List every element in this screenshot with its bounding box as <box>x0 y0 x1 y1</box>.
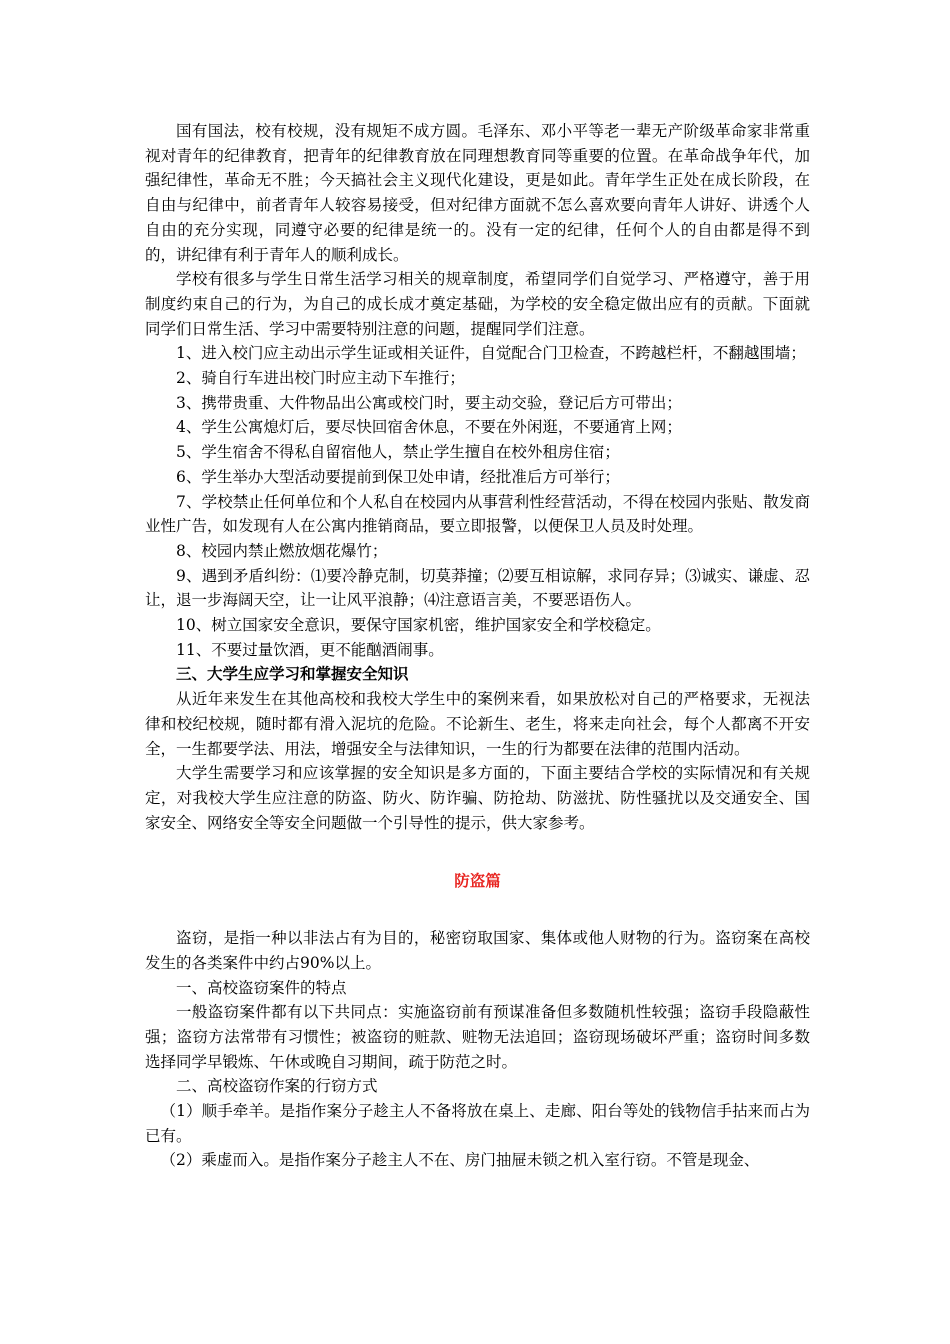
document-body <box>145 119 810 1173</box>
subheading-theft-characteristics: 一、高校盗窃案件的特点 <box>176 978 347 997</box>
rule-item-6: 6、学生举办大型活动要提前到保卫处申请，经批准后方可举行； <box>176 467 620 486</box>
paragraph-theft-definition: 盗窃，是指一种以非法占有为目的，秘密窃取国家、集体或他人财物的行为。盗窃案在高校发生的各类案件中约占90%以上。 <box>145 929 810 972</box>
paragraph-theft-method-2: （2）乘虚而入。是指作案分子趁主人不在、房门抽屉未锁之机入室行窃。不管是现金、 <box>160 1151 760 1170</box>
rule-item-11: 11、不要过量饮酒，更不能酗酒闹事。 <box>176 640 444 659</box>
rule-item-10: 10、树立国家安全意识，要保守国家机密，维护国家安全和学校稳定。 <box>176 616 661 635</box>
rule-item-7: 7、学校禁止任何单位和个人私自在校园内从事营利性经营活动，不得在校园内张贴、散发商业性广告，如发现有人在公寓内推销商品，要立即报警，以便保卫人员及时处理。 <box>145 492 810 536</box>
paragraph-safety-cases: 从近年来发生在其他高校和我校大学生中的案例来看，如果放松对自己的严格要求，无视法律和校纪校规，随时都有滑入泥坑的危险。不论新生、老生，将来走向社会，每个人都离不开安全，一生都要学法、用法，增强安全与法律知识，一生的行为都要在法律的范围内活动。 <box>145 690 810 758</box>
section-title-anti-theft: 防盗篇 <box>454 871 501 891</box>
section-heading-safety-knowledge: 三、大学生应学习和掌握安全知识 <box>176 664 409 684</box>
paragraph-theft-method-1: （1）顺手牵羊。是指作案分子趁主人不备将放在桌上、走廊、阳台等处的钱物信手拈来而占为已有。 <box>145 1102 810 1145</box>
rule-item-1: 1、进入校门应主动出示学生证或相关证件，自觉配合门卫检查，不跨越栏杆，不翻越围墙； <box>176 344 806 363</box>
rule-item-2: 2、骑自行车进出校门时应主动下车推行； <box>176 369 465 388</box>
paragraph-safety-topics: 大学生需要学习和应该掌握的安全知识是多方面的，下面主要结合学校的实际情况和有关规定，对我校大学生应注意的防盗、防火、防诈骗、防抢劫、防滋扰、防性骚扰以及交通安全、国家安全、网络安全等安全问题做一个引导性的提示，供大家参考。 <box>145 764 810 832</box>
rule-item-3: 3、携带贵重、大件物品出公寓或校门时，要主动交验，登记后方可带出； <box>176 393 682 412</box>
paragraph-school-rules-intro: 学校有很多与学生日常生活学习相关的规章制度，希望同学们自觉学习、严格遵守，善于用制度约束自己的行为，为自己的成长成才奠定基础，为学校的安全稳定做出应有的贡献。下面就同学们日常生活、学习中需要特别注意的问题，提醒同学们注意。 <box>145 270 810 338</box>
rule-item-8: 8、校园内禁止燃放烟花爆竹； <box>176 541 388 560</box>
subheading-theft-methods: 二、高校盗窃作案的行窃方式 <box>176 1077 378 1096</box>
rule-item-9: 9、遇到矛盾纠纷：⑴要冷静克制，切莫莽撞；⑵要互相谅解，求同存异；⑶诚实、谦虚、忍让，退一步海阔天空，让一让风平浪静；⑷注意语言美，不要恶语伤人。 <box>145 566 810 610</box>
paragraph-discipline-intro: 国有国法，校有校规，没有规矩不成方圆。毛泽东、邓小平等老一辈无产阶级革命家非常重视对青年的纪律教育，把青年的纪律教育放在同理想教育同等重要的位置。在革命战争年代，加强纪律性，革命无不胜；今天搞社会主义现代化建设，更是如此。青年学生正处在成长阶段，在自由与纪律中，前者青年人较容易接受，但对纪律方面就不怎么喜欢要向青年人讲好、讲透个人自由的充分实现，同遵守必要的纪律是统一的。没有一定的纪律，任何个人的自由都是得不到的，讲纪律有利于青年人的顺利成长。 <box>145 122 810 264</box>
rule-item-5: 5、学生宿舍不得私自留宿他人，禁止学生擅自在校外租房住宿； <box>176 443 620 462</box>
rule-item-4: 4、学生公寓熄灯后，要尽快回宿舍休息，不要在外闲逛，不要通宵上网； <box>176 418 682 437</box>
paragraph-theft-characteristics: 一般盗窃案件都有以下共同点：实施盗窃前有预谋准备但多数随机性较强；盗窃手段隐蔽性强；盗窃方法常带有习惯性；被盗窃的赃款、赃物无法追回；盗窃现场破坏严重；盗窃时间多数选择同学早锻炼、午休或晚自习期间，疏于防范之时。 <box>145 1003 810 1071</box>
